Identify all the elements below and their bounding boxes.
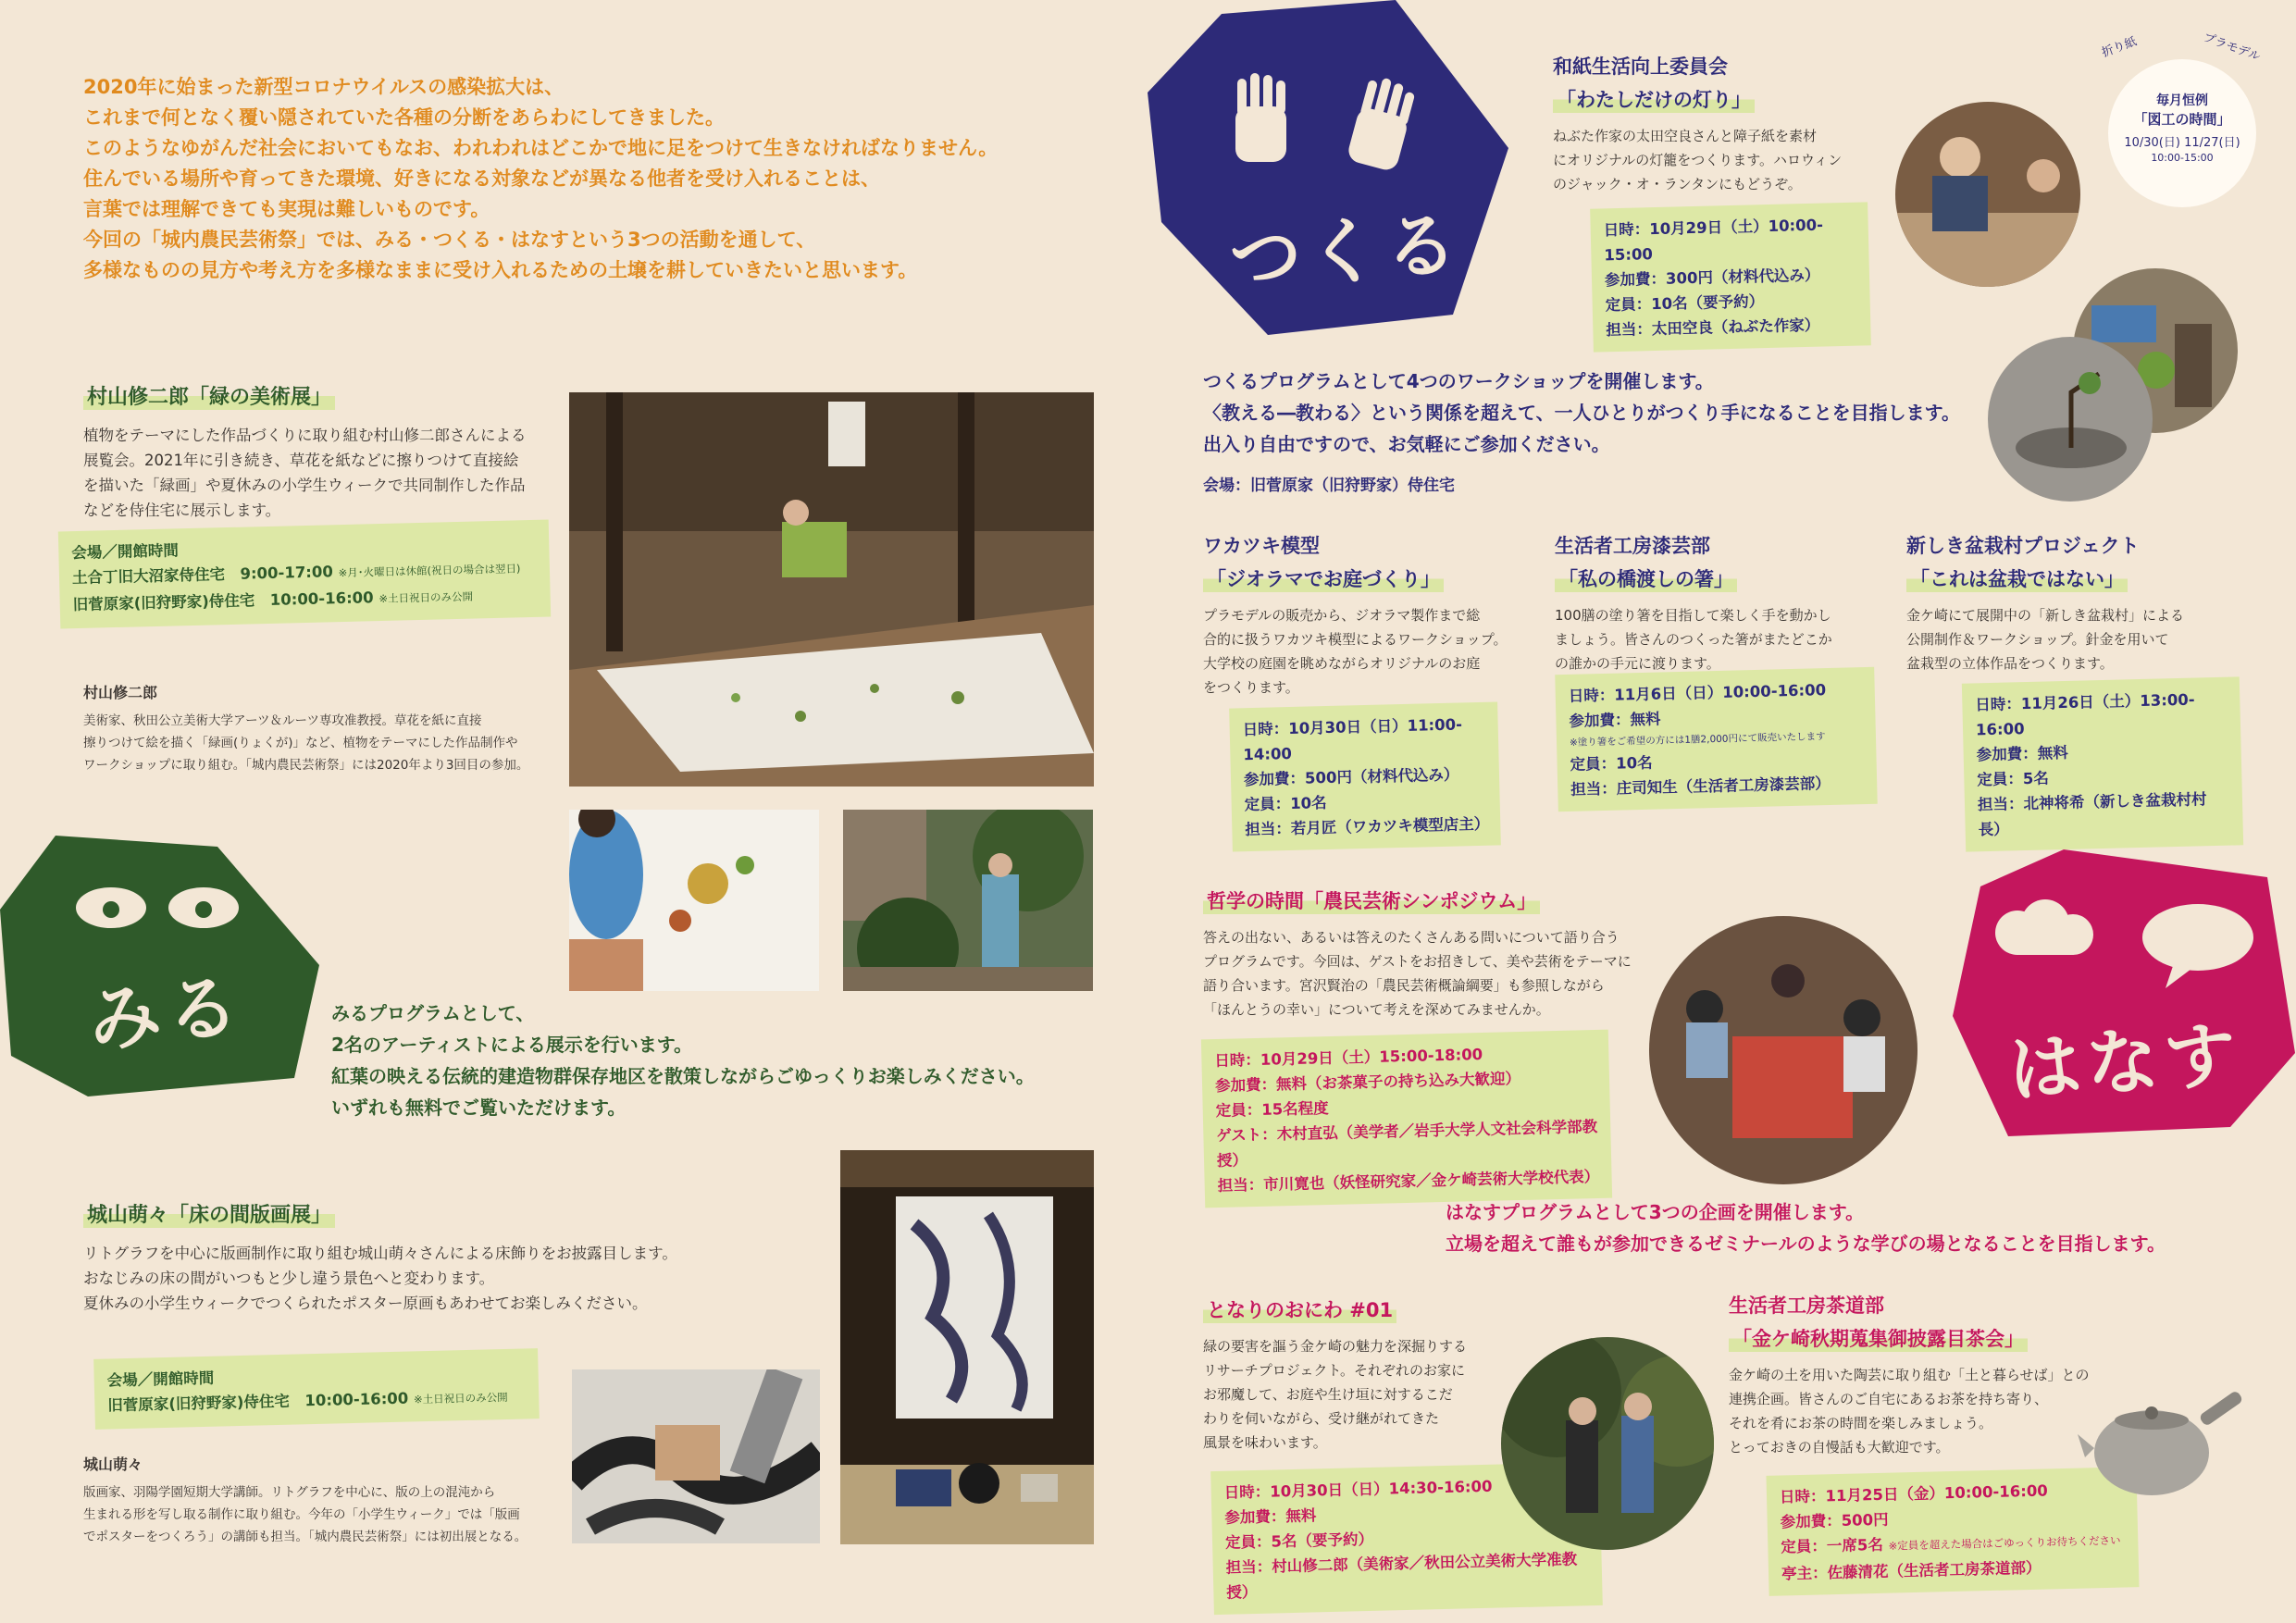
event-description: 金ケ崎の土を用いた陶芸に取り組む「土と暮らせば」との 連携企画。皆さんのご自宅にあるお茶を持ち寄り、 それを肴にお茶の時間を楽しみましょう。 とっておきの自慢話も大歓迎です。 — [1729, 1367, 2090, 1456]
miru-lead: みるプログラムとして、 2名のアーティストによる展示を行います。 紅葉の映える伝統的建造物群保存地区を散策しながらごゆっくりお楽しみください。 いずれも無料でご覧いただけます。 — [331, 1002, 1035, 1119]
ws-description: プラモデルの販売から、ジオラマ製作まで総 合的に扱うワカツキ模型によるワークショップ。 大学校の庭園を眺めながらオリジナルのお庭 をつくります。 — [1203, 607, 1508, 696]
ws-organizer: 生活者工房漆芸部 — [1555, 535, 1710, 557]
hanasu-event1 — [1203, 886, 1684, 1022]
event-organizer: 生活者工房茶道部 — [1729, 1295, 1884, 1317]
miru-artist1 — [83, 681, 546, 776]
photo-circle-symposium — [1649, 916, 1917, 1184]
intro-text — [83, 72, 998, 286]
teapot-image — [2078, 1383, 2244, 1504]
ws-title: 「わたしだけの灯り」 — [1553, 85, 1755, 113]
photo-tokonoma — [840, 1150, 1094, 1544]
intro-line: 多様なものの見方や考え方を多様なままに受け入れるための土壌を耕していきたいと思います。 — [83, 259, 918, 281]
hanasu-event2-details: 日時：10月30日（日）14:30-16:00 参加費：無料 定員：5名（要予約） 担当：村山修二郎（美術家／秋田公立美術大学准教授） — [1210, 1462, 1603, 1615]
badge-tag: 折り紙 — [2100, 34, 2140, 61]
event-description: 植物をテーマにした作品づくりに取り組む村山修二郎さんによる 展覧会。2021年に引き続き、草花を紙などに擦りつけて直接絵 を描いた「緑画」や夏休みの小学生ウィークで共同制作した作品 などを侍住宅に展示します。 — [83, 427, 527, 519]
hanasu-label: はなす — [2005, 1013, 2245, 1113]
miru-event1-info-box: 会場／開館時間 土合丁旧大沼家侍住宅 9:00-17:00 ※月･火曜日は休館(祝日の場合は翌日) 旧菅原家(旧狩野家)侍住宅 10:00-16:00 ※土日祝日のみ公開 — [58, 520, 551, 629]
photo-garden-person — [843, 810, 1093, 991]
event-description: 緑の要害を謳う金ケ崎の魅力を深掘りする リサーチプロジェクト。それぞれのお家に お邪魔して、お庭や生け垣に対するこだ わりを伺いながら、受け継がれてきた 風景を味わいます。 — [1203, 1338, 1468, 1451]
tsukuru-label: つくる — [1226, 203, 1466, 303]
intro-line: このようなゆがんだ社会においてもなお、われわれはどこかで地に足をつけて生きなければなりません。 — [83, 137, 999, 159]
intro-line: 2020年に始まった新型コロナウイルスの感染拡大は、 — [83, 76, 565, 98]
ws-description: ねぶた作家の太田空良さんと障子紙を素材 にオリジナルの灯籠をつくります。ハロウィン のジャック・オ・ランタンにもどうぞ。 — [1553, 128, 1843, 192]
hanasu-event2 — [1203, 1295, 1536, 1455]
event-description: リトグラフを中心に版画制作に取り組む城山萌々さんによる床飾りをお披露目します。 おなじみの床の間がいつもと少し違う景色へと変わります。 夏休みの小学生ウィークでつくられたポスター原画もあわせてお楽しみください。 — [83, 1245, 677, 1312]
tsukuru-ws3-details: 日時：11月6日（日）10:00-16:00 参加費：無料 ※塗り箸をご希望の方には1膳2,000円にて販売いたします 定員：10名 担当：庄司知生（生活者工房漆芸部） — [1555, 667, 1878, 812]
intro-line: 住んでいる場所や育ってきた環境、好きになる対象などが異なる他者を受け入れることは、 — [83, 167, 880, 190]
zukou-badge: 折り紙 プラモデル 毎月恒例 「図工の時間」 10/30(日) 11/27(日) 10:00-15:00 — [2101, 37, 2267, 194]
miru-blob — [0, 836, 324, 1096]
miru-label: みる — [84, 964, 248, 1064]
ws-organizer: ワカツキ模型 — [1203, 535, 1320, 557]
ws-title: 「私の橋渡しの箸」 — [1555, 564, 1737, 592]
ws-description: 100膳の塗り箸を目指して楽しく手を動かし ましょう。皆さんのつくった箸がまたどこか の誰かの手元に渡ります。 — [1555, 607, 1832, 672]
info-heading: 会場／開館時間 — [106, 1369, 215, 1390]
photo-child-drawing — [569, 810, 819, 991]
event-title: 城山萌々「床の間版画展」 — [83, 1199, 335, 1228]
badge-tag: プラモデル — [2201, 31, 2263, 65]
hanasu-lead: はなすプログラムとして3つの企画を開催します。 立場を超えて誰もが参加できるゼミナールのような学びの場となることを目指します。 — [1446, 1201, 2166, 1255]
event-title: 村山修二郎「緑の美術展」 — [83, 381, 335, 410]
miru-event2 — [83, 1199, 824, 1316]
event-description: 答えの出ない、あるいは答えのたくさんある問いについて語り合う プログラムです。今回は、ゲストをお招きして、美や芸術をテーマに 語り合います。宮沢賢治の「農民芸術概論綱要」も参照しながら 「ほんとうの幸い」について考えを深めてみませんか。 — [1203, 929, 1632, 1018]
ws-description: 金ケ崎にて展開中の「新しき盆栽村」による 公開制作＆ワークショップ。針金を用いて 盆栽型の立体作品をつくります。 — [1906, 607, 2185, 672]
tsukuru-ws4 — [1906, 531, 2258, 675]
event-title: となりのおにわ #01 — [1203, 1295, 1396, 1323]
tsukuru-ws1 — [1553, 52, 1877, 196]
tsukuru-ws2-details: 日時：10月30日（日）11:00-14:00 参加費：500円（材料代込み） 定員：10名 担当：若月匠（ワカツキ模型店主） — [1229, 701, 1501, 851]
tsukuru-ws2 — [1203, 531, 1545, 700]
artist-bio: 版画家、羽陽学園短期大学講師。リトグラフを中心に、版の上の混沌から 生まれる形を写し取る制作に取り組む。今年の「小学生ウィーク」では「版画 でポスターをつくろう」の講師も担当。「城内農民芸術祭」には初出展となる。 — [83, 1485, 527, 1544]
hanasu-event1-details: 日時：10月29日（土）15:00-18:00 参加費：無料（お茶菓子の持ち込み大歓迎） 定員：15名程度 ゲスト：木村直弘（美学者／岩手大学人文社会科学部教授） 担当：市川寛也（妖怪研究家／金ケ崎芸術大学校代表） — [1201, 1030, 1612, 1208]
miru-event1 — [83, 381, 546, 523]
artist-name: 村山修二郎 — [83, 684, 158, 701]
artist-bio: 美術家、秋田公立美術大学アーツ＆ルーツ専攻准教授。草花を紙に直接 擦りつけて絵を描く「緑画(りょくが)」など、植物をテーマにした作品制作や ワークショップに取り組む。「城内農民芸術祭」には2020年より3回目の参加。 — [83, 713, 529, 773]
artist-name: 城山萌々 — [83, 1456, 143, 1473]
intro-line: 言葉では理解できても実現は難しいものです。 — [83, 198, 490, 220]
miru-artist2 — [83, 1453, 565, 1548]
tsukuru-ws3 — [1555, 531, 1888, 675]
photo-circle-bonsai — [1988, 337, 2153, 502]
tsukuru-blob — [1148, 0, 1513, 335]
hanasu-event3-details: 日時：11月25日（金）10:00-16:00 参加費：500円 定員：一席5名 ※定員を超えた場合はごゆっくりお待ちください 亭主：佐藤清花（生活者工房茶道部） — [1766, 1467, 2139, 1596]
photo-lithograph — [572, 1369, 820, 1543]
ws-organizer: 和紙生活向上委員会 — [1553, 56, 1728, 78]
tsukuru-lead: つくるプログラムとして4つのワークショップを開催します。 〈教える―教わる〉という関係を超えて、一人ひとりがつくり手になることを目指します。 出入り自由ですので、お気軽にご参加ください。 — [1203, 370, 1960, 455]
photo-green-painting — [569, 392, 1094, 787]
ws-organizer: 新しき盆栽村プロジェクト — [1906, 535, 2140, 557]
ws-title: 「これは盆栽ではない」 — [1906, 564, 2128, 592]
intro-line: 今回の「城内農民芸術祭」では、みる・つくる・はなすという3つの活動を通して、 — [83, 229, 816, 251]
tsukuru-venue: 会場：旧菅原家（旧狩野家）侍住宅 — [1203, 477, 1455, 495]
hanasu-blob — [1953, 849, 2295, 1136]
tsukuru-ws1-details: 日時：10月29日（土）10:00-15:00 参加費：300円（材料代込み） 定員：10名（要予約） 担当：太田空良（ねぶた作家） — [1590, 202, 1871, 352]
event-title: 「金ケ崎秋期蒐集御披露目茶会」 — [1729, 1324, 2028, 1352]
ws-title: 「ジオラマでお庭づくり」 — [1203, 564, 1444, 592]
info-heading: 会場／開館時間 — [71, 541, 180, 563]
tsukuru-ws4-details: 日時：11月26日（土）13:00-16:00 参加費：無料 定員：5名 担当：北神将希（新しき盆栽村村長） — [1962, 676, 2243, 851]
photo-circle-workshop — [1895, 102, 2080, 287]
miru-event2-info-box: 会場／開館時間 旧菅原家(旧狩野家)侍住宅 10:00-16:00 ※土日祝日のみ公開 — [93, 1348, 540, 1430]
event-title: 哲学の時間「農民芸術シンポジウム」 — [1203, 886, 1540, 914]
photo-circle-garden — [1501, 1337, 1714, 1550]
intro-line: これまで何となく覆い隠されていた各種の分断をあらわにしてきました。 — [83, 106, 725, 129]
